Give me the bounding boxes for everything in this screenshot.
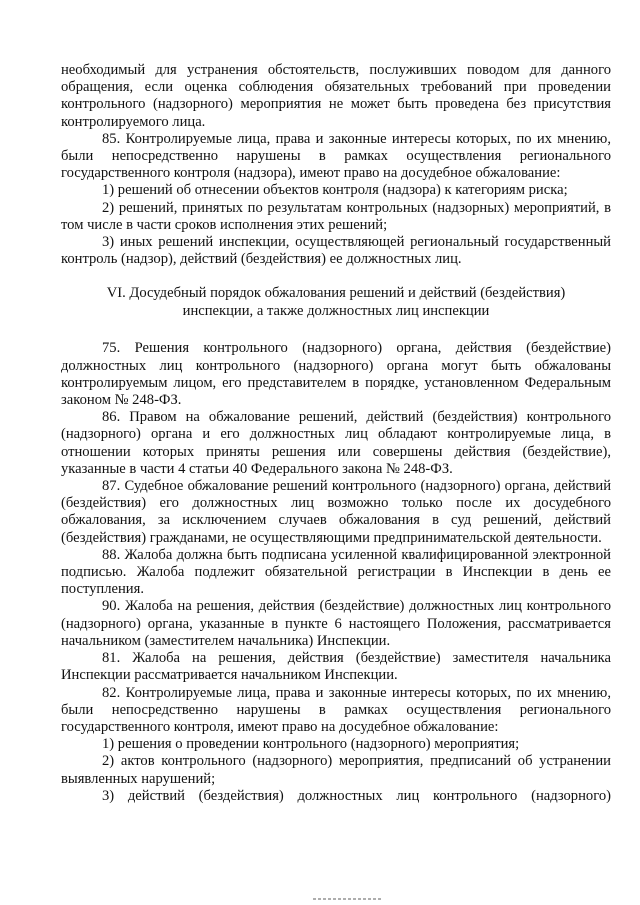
- appeal-item-2: 2) актов контрольного (надзорного) мероприятия, предписаний об устранении выявленных нарушений;: [61, 753, 611, 787]
- list-item-2: 2) решений, принятых по результатам контрольных (надзорных) мероприятий, в том числе в части сроков исполнения этих решений;: [61, 199, 611, 233]
- paragraph-86: 86. Правом на обжалование решений, действий (бездействия) контрольного (надзорного) органа и его должностных лиц обладают контролируемые лица, в отношении которых приняты решения или совершены действия (бездействие), указанные в части 4 статьи 40 Федерального закона № 248-ФЗ.: [61, 409, 611, 477]
- paragraph-81: 81. Жалоба на решения, действия (бездействие) заместителя начальника Инспекции рассматривается начальником Инспекции.: [61, 650, 611, 684]
- paragraph-87: 87. Судебное обжалование решений контрольного (надзорного) органа, действий (бездействия) его должностных лиц возможно только после их досудебного обжалования, за исключением случаев обжалования в суд решений, действий (бездействия) гражданами, не осуществляющими предпринимательской деятельности.: [61, 478, 611, 546]
- section-heading-line-1: VI. Досудебный порядок обжалования решений и действий (бездействия): [106, 285, 566, 302]
- paragraph-75: 75. Решения контрольного (надзорного) органа, действия (бездействие) должностных лиц контрольного (надзорного) органа могут быть обжалованы контролируемым лицом, его представителем в порядке, установленном Федеральным законом № 248-ФЗ.: [61, 340, 611, 409]
- list-item-3: 3) иных решений инспекции, осуществляющей региональный государственный контроль (надзор), действий (бездействия) ее должностных лиц.: [61, 234, 611, 268]
- list-item-1: 1) решений об отнесении объектов контроля (надзора) к категориям риска;: [102, 182, 568, 199]
- appeal-item-1: 1) решения о проведении контрольного (надзорного) мероприятия;: [102, 736, 520, 753]
- paragraph-82: 82. Контролируемые лица, права и законные интересы которых, по их мнению, были непосредственно нарушены в рамках осуществления регионального государственного контроля, имеют право на досудебное обжалование:: [61, 684, 611, 735]
- section-heading-line-2: инспекции, а также должностных лиц инспекции: [182, 303, 490, 320]
- document-page: [61, 62, 611, 805]
- paragraph-90: 90. Жалоба на решения, действия (бездействие) должностных лиц контрольного (надзорного) органа, указанные в пункте 6 настоящего Положения, рассматривается начальником (заместителем начальника) Инспекции.: [61, 598, 611, 649]
- paragraph-85: 85. Контролируемые лица, права и законные интересы которых, по их мнению, были непосредственно нарушены в рамках осуществления регионального государственного контроля (надзора), имеют право на досудебное обжалование:: [61, 130, 611, 182]
- scan-artifact: [313, 898, 383, 900]
- paragraph-88: 88. Жалоба должна быть подписана усиленной квалифицированной электронной подписью. Жалоба подлежит обязательной регистрации в Инспекции в день ее поступления.: [61, 546, 611, 598]
- paragraph-continuation: необходимый для устранения обстоятельств, послуживших поводом для данного обращения, если оценка соблюдения обязательных требований при проведении контрольного (надзорного) мероприятия не может быть проведена без присутствия контролируемого лица.: [61, 62, 611, 130]
- appeal-item-3: 3) действий (бездействия) должностных лиц контрольного (надзорного): [102, 787, 611, 804]
- section-heading: [61, 284, 611, 320]
